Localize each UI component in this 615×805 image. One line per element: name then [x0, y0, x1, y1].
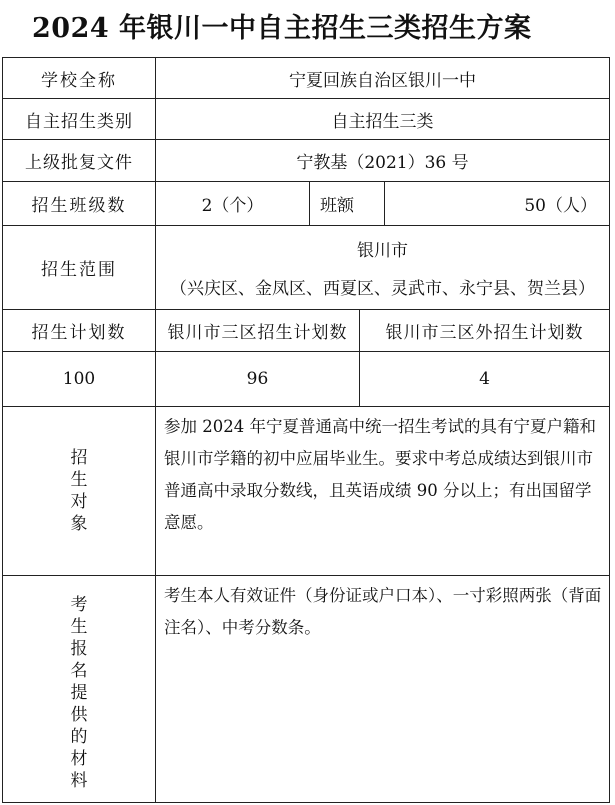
range-label: 招生范围: [2, 225, 156, 310]
materials-text: 考生本人有效证件（身份证或户口本）、一寸彩照两张（背面注名）、中考分数条。: [155, 575, 610, 803]
page-title: 2024 年银川一中自主招生三类招生方案: [32, 13, 532, 44]
approval-label: 上级批复文件: [2, 139, 156, 182]
category-label: 自主招生类别: [2, 98, 156, 140]
school-name-value: 宁夏回族自治区银川一中: [155, 57, 610, 99]
class-size-label: 班额: [309, 181, 385, 226]
plan-outer-value: 4: [359, 351, 610, 407]
school-name-label: 学校全称: [2, 57, 156, 99]
category-value: 自主招生三类: [155, 98, 610, 140]
range-value: [155, 225, 610, 310]
class-count-label: 招生班级数: [2, 181, 156, 226]
approval-value: 宁教基（2021）36 号: [155, 139, 610, 182]
range-districts: （兴庆区、金凤区、西夏区、灵武市、永宁县、贺兰县）: [170, 278, 595, 299]
plan-total-value: 100: [2, 351, 156, 407]
target-label: 招 生 对 象: [2, 406, 156, 576]
target-text: 参加 2024 年宁夏普通高中统一招生考试的具有宁夏户籍和银川市学籍的初中应届毕业生。要求中考总成绩达到银川市普通高中录取分数线，且英语成绩 90 分以上；有出国留学意愿。: [155, 406, 610, 576]
plan-inner-header: 银川市三区招生计划数: [155, 309, 360, 352]
class-count-value: 2（个）: [155, 181, 310, 226]
plan-outer-header: 银川市三区外招生计划数: [359, 309, 610, 352]
admission-table: [2, 57, 610, 803]
class-size-value: 50（人）: [384, 181, 610, 226]
plan-label: 招生计划数: [2, 309, 156, 352]
plan-inner-value: 96: [155, 351, 360, 407]
materials-label: 考 生 报 名 提 供 的 材 料: [2, 575, 156, 803]
range-city: 银川市: [357, 241, 408, 262]
